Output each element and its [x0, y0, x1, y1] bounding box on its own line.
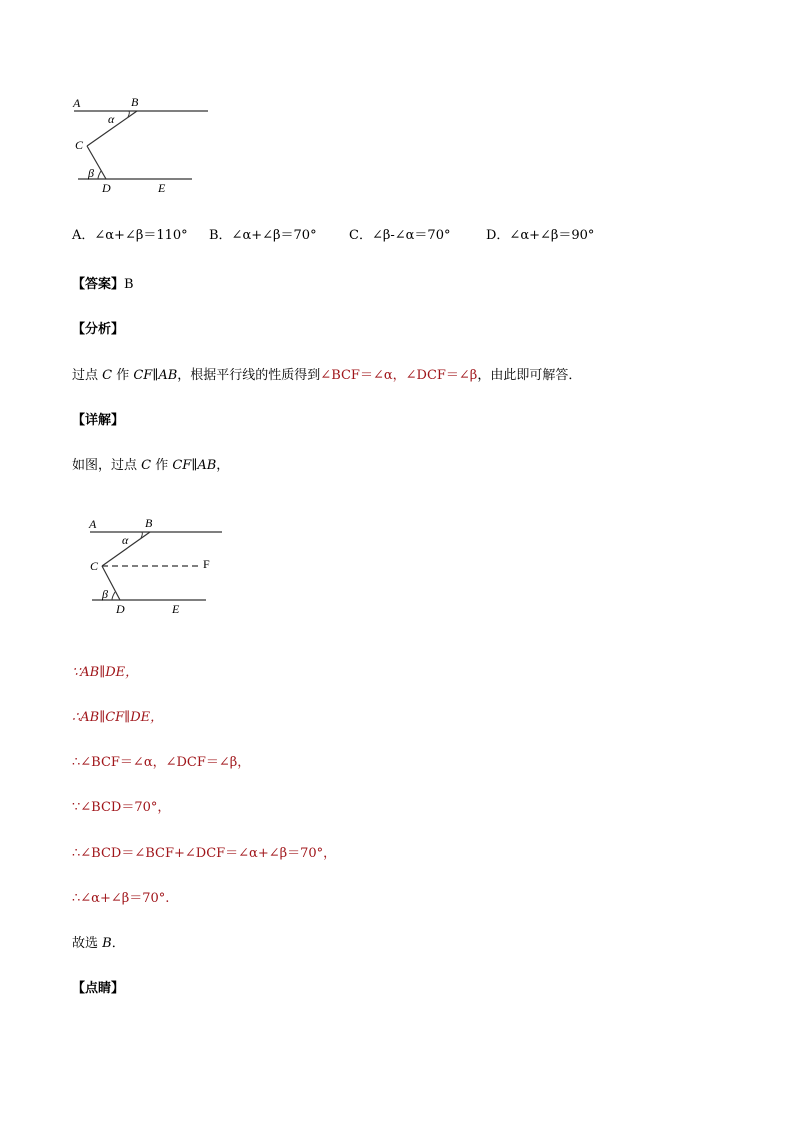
answer-label: 【答案】	[72, 277, 125, 292]
detail-text-part: ，	[216, 458, 230, 473]
label-e: E	[158, 181, 166, 195]
detail-intro	[72, 458, 229, 474]
point-c: C	[141, 458, 152, 473]
label-f: F	[203, 557, 210, 571]
label-alpha: α	[108, 112, 115, 126]
label-a: A	[73, 96, 81, 110]
figure-2-diagram	[84, 514, 234, 622]
option-d: D．∠α+∠β＝90°	[486, 228, 595, 243]
label-c: C	[90, 559, 99, 573]
label-beta: β	[88, 166, 94, 180]
line-cf-ab: CF∥AB	[133, 368, 178, 383]
detail-text-part: 如图，过点	[72, 458, 142, 473]
line-cf-ab: CF∥AB	[172, 458, 217, 473]
option-b: B．∠α+∠β＝70°	[209, 228, 317, 243]
label-d: D	[102, 181, 111, 195]
analysis-text-part: 作	[112, 368, 134, 383]
analysis-text-part: ，根据平行线的性质得到	[177, 368, 321, 383]
label-beta: β	[102, 587, 108, 601]
option-a: A．∠α+∠β＝110°	[72, 228, 188, 243]
proof-step-3: ∴∠BCF＝∠α，∠DCF＝∠β，	[72, 755, 251, 770]
analysis-text-part: ，由此即可解答．	[477, 368, 582, 383]
figure-1-diagram	[68, 92, 218, 200]
label-alpha: α	[122, 533, 129, 547]
angle-relations: ∠BCF＝∠α，∠DCF＝∠β	[320, 368, 478, 383]
detail-label: 【详解】	[72, 413, 125, 428]
chosen-option: B	[102, 936, 112, 951]
label-e: E	[172, 602, 180, 616]
answer-line	[72, 277, 134, 293]
angle-beta-arc	[98, 171, 101, 179]
label-c: C	[75, 138, 84, 152]
label-b: B	[131, 95, 139, 109]
comment-label: 【点睛】	[72, 981, 125, 996]
angle-beta-arc	[112, 592, 115, 600]
option-c: C．∠β-∠α＝70°	[349, 228, 451, 243]
analysis-label: 【分析】	[72, 322, 125, 337]
analysis-text	[72, 368, 581, 384]
choose-text-part: 故选	[72, 936, 103, 951]
label-d: D	[116, 602, 125, 616]
proof-step-2: ∴AB∥CF∥DE，	[72, 710, 164, 725]
analysis-text-part: 过点	[72, 368, 103, 383]
point-c: C	[102, 368, 113, 383]
detail-text-part: 作	[151, 458, 173, 473]
choose-line	[72, 936, 125, 952]
answer-value: B	[124, 277, 134, 292]
proof-step-6: ∴∠α+∠β＝70°.	[72, 891, 170, 906]
label-b: B	[145, 516, 153, 530]
proof-step-4: ∵∠BCD＝70°，	[72, 800, 171, 815]
proof-step-1: ∵AB∥DE，	[72, 665, 139, 680]
label-a: A	[89, 517, 97, 531]
proof-step-5: ∴∠BCD＝∠BCF+∠DCF＝∠α+∠β＝70°，	[72, 846, 337, 861]
choose-text-part: ．	[111, 936, 125, 951]
